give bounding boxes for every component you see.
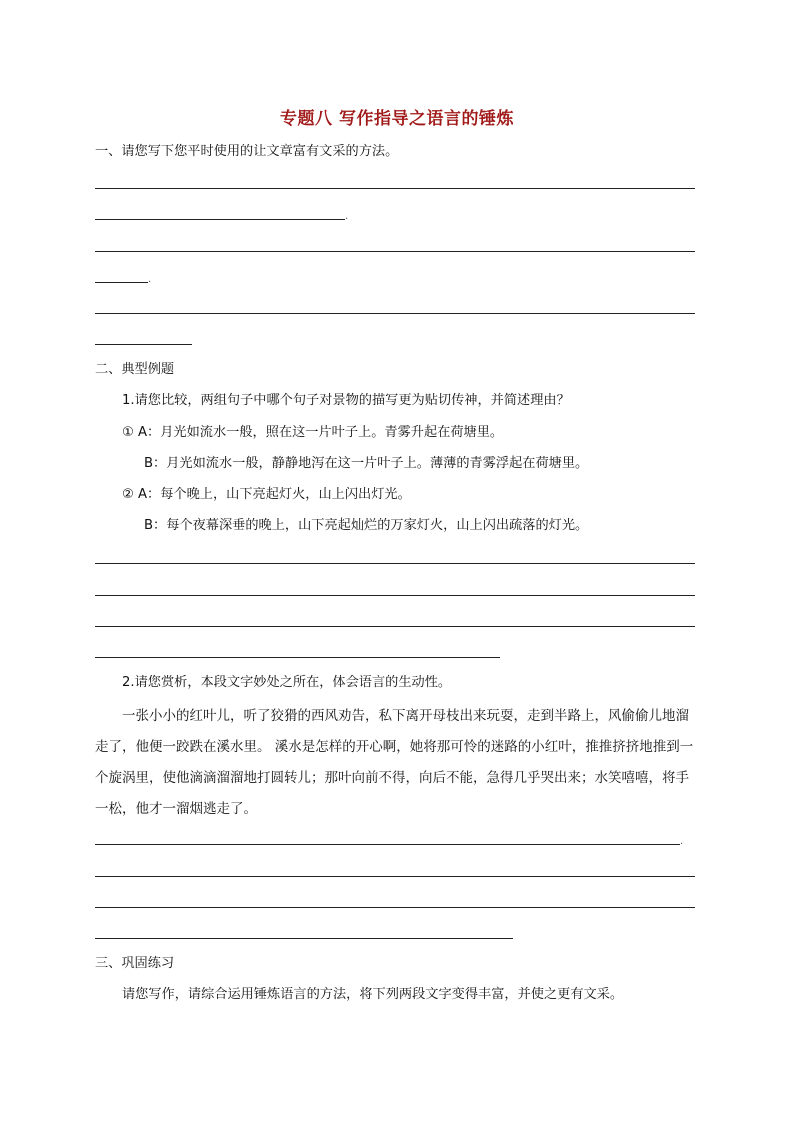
- answer-line[interactable]: [95, 563, 695, 564]
- line-end-mark: .: [680, 836, 684, 847]
- question-2-passage: 一张小小的红叶儿，听了狡猾的西风劝告，私下离开母枝出来玩耍，走到半路上，风偷偷儿地溜走了，他便一跤跌在溪水里。 溪水是怎样的开心啊，她将那可怜的迷路的小红叶，推推挤挤地推到一个旋涡里，使他滴滴溜溜地打圆转儿；那叶向前不得，向后不能，急得几乎哭出来；水笑嘻嘻，将手一松，他才一溜烟逃走了。: [95, 708, 694, 817]
- line-end-mark: .: [345, 211, 349, 222]
- answer-line[interactable]: [95, 938, 513, 939]
- answer-line[interactable]: [95, 626, 695, 627]
- section3-heading: 三、巩固练习: [95, 956, 175, 971]
- answer-line[interactable]: [95, 188, 695, 189]
- answer-line[interactable]: [95, 313, 695, 314]
- answer-line[interactable]: [95, 657, 500, 658]
- answer-line[interactable]: [95, 344, 192, 345]
- question-1-prompt: 1.请您比较，两组句子中哪个句子对景物的描写更为贴切传神，并简述理由？: [122, 393, 570, 408]
- group1-sentence-a: ① A：月光如流水一般，照在这一片叶子上。青雾升起在荷塘里。: [122, 425, 504, 440]
- group2-sentence-a: ② A：每个晚上，山下亮起灯火，山上闪出灯光。: [122, 487, 411, 502]
- page-title: 专题八 写作指导之语言的锤炼: [280, 109, 514, 129]
- answer-line[interactable]: [95, 844, 680, 845]
- answer-line[interactable]: [95, 282, 148, 283]
- answer-line[interactable]: [95, 876, 695, 877]
- answer-line[interactable]: [95, 595, 695, 596]
- question-2-prompt: 2.请您赏析，本段文字妙处之所在，体会语言的生动性。: [122, 675, 452, 690]
- answer-line[interactable]: [95, 907, 695, 908]
- section3-instruction: 请您写作，请综合运用锤炼语言的方法，将下列两段文字变得丰富，并使之更有文采。: [122, 987, 624, 1002]
- group2-sentence-b: B：每个夜幕深垂的晚上，山下亮起灿烂的万家灯火，山上闪出疏落的灯光。: [144, 518, 589, 533]
- answer-line[interactable]: [95, 251, 695, 252]
- section2-heading: 二、典型例题: [95, 362, 175, 377]
- line-end-mark: .: [148, 274, 152, 285]
- group1-sentence-b: B：月光如流水一般，静静地泻在这一片叶子上。薄薄的青雾浮起在荷塘里。: [144, 456, 589, 471]
- answer-line[interactable]: [95, 219, 345, 220]
- section1-heading: 一、请您写下您平时使用的让文章富有文采的方法。: [95, 144, 399, 159]
